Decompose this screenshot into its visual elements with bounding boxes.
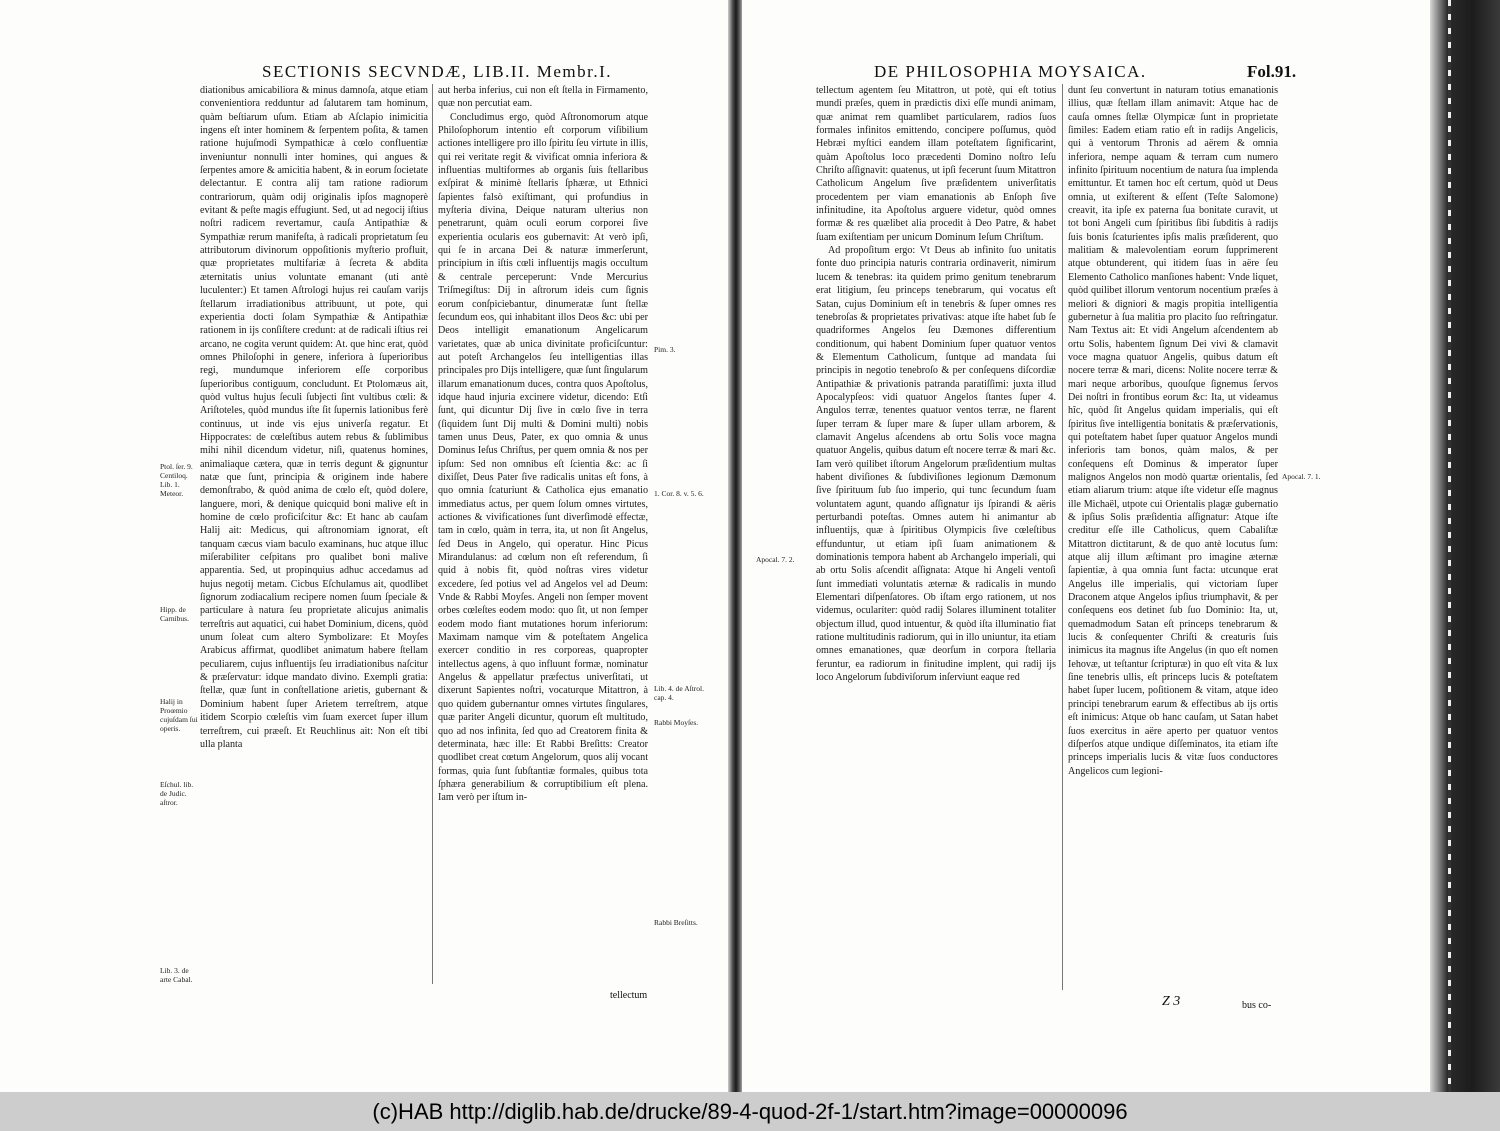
left-column-2 [438,84,648,805]
left-running-head: SECTIONIS SECVNDÆ, LIB.II. Membr.I. [262,62,612,81]
left-marginal-note: Lib. 4. de Aſtrol. cap. 4. [654,684,704,702]
left-marginal-note: Hipp. de Carnibus. [160,605,189,623]
right-page [742,0,1432,1092]
right-running-head: DE PHILOSOPHIA MOYSAICA. [874,62,1147,81]
left-marginal-note: Lib. 3. de arte Cabal. [160,966,193,984]
right-column-2 [1068,84,1278,778]
right-column-1 [816,84,1056,684]
left-marginal-note: Rabbi Breſitts. [654,918,698,927]
left-col2-paragraph-2: Concludimus ergo, quòd Aſtronomorum atque Philoſophorum intentio eſt corporum viſibilium actiones intelligere pro illo ſpiritu ſeu virtute in illis, qui rei veritate regit & vivificat omnia inferiora & influentias multiformes ab organis ſuis ſtellaribus exſpirat & minimè ſtellaris ſphæræ, ut Ethnici ſapientes falsò exiſtimant, qui profundius in myſteria divina, Deique naturam ulterius non penetrarunt, quàm oculi eorum corporei ſive experientia ocularis eos gubernavit: At verò ipſi, qui ſe in arcana Dei & naturæ immerſerunt, principium in iſtis cœli influentijs magis occultum & centrale perceperunt: Vnde Mercurius Triſmegiſtus: Dij in aſtrorum ideis cum ſignis eorum conſpiciebantur, dinumeratæ ſunt ſtellæ ſecundum eos, qui inhabitant illos Deos &c: ubi per Deos intelligit emanationum Angelicarum varietates, quæ ab unica divinitate proficiſcuntur: aut poteſt Archangelos ſeu intelligentias illas principales pro Dijs intelligere, quæ ſunt ſingularum illarum emanationum duces, contra quos Apoſtolus, idque haud injuria exciпere videtur, dicendo: Etſi ſunt, qui dicuntur Dij ſive in cœlo ſive in terra (ſiquidem ſunt Dij multi & Domini multi) nobis tamen unus Deus, Pater, ex quo omnia & unus Dominus Ieſus Chriſtus, per quem omnia & nos per ipſum: Sed non omnibus eſt ſcientia &c: ac ſi dixiſſet, Deus Pater ſive radicalis unitas eſt fons, à quo omnia ſcaturiunt & Catholica ejus emanatio immediatus actus, per quem ſolum omnes virtutes, actiones & vivificationes ſunt diverſimodè effectæ, tam in cœlo, quàm in terra, ita, ut non ſit Angelus, ſed Deus in Angelo, qui operatur. Hinc Picus Mirandulanus: ad cœlum non eſt referendum, ſi quid à nobis fit, quòd noſtras vires videtur excedere, ſed potius vel ad Angelos vel ad Deum: Vnde & Rabbi Moyſes. Angeli non ſemper movent orbes cœleſtes eodem modo: quo ſit, ut non ſemper eodem modo fiant mutationes horum inferiorum: Maximam namque vim & poteſtatem Angelica exerceт conditio in res corporeas, quapropter intellectus agens, à quo influunt formæ, nominatur Angelus & appellatur præfectus univerſitati, ut dixerunt Sapientes noſtri, vocaturque Mitattron, à quo quidem gubernantur omnes virtutes ſingulares, quæ pariter Angeli dicuntur, quorum eſt multitudo, quo ad nos infinita, ſed quo ad Creatorem finita & determinata, hæc ille: Et Rabbi Breſitts: Creator quodlibet creat cœtum Angelorum, quos alij vocant formas, quia ſunt ſubſtantiæ formales, quibus tota ſphæra generabilium & corruptibilium eſt plena. Iam verò per iſtum in- [438,111,648,804]
folio-number: Fol.91. [1247,62,1297,81]
left-col2-paragraph-1: aut herba inferius, cui non eſt ſtella in Firmamento, quæ non percutiat eam. [438,85,648,110]
left-catchword: tellectum [610,990,648,1001]
left-column-1 [200,84,428,751]
left-marginal-note: Eſchul. lib. de Judic. aſtror. [160,780,194,807]
left-marginal-note: Rabbi Moyſes. [654,718,699,727]
right-col1-paragraph-1: tellectum agentem ſeu Mitattron, ut potè, qui eſt totius mundi præſes, quem in prædictis dixi eſſe mundi animam, quæ animat rem quamlibet particularem, radios ſuos formales infinitos emittendo, concipere poſſumus, quòd Hebræi myſtici eandem illam poteſtatem ſignificarint, quàm Apoſtolus loco præcedenti Domino noſtro Ieſu Chriſto aſſignavit: quatenus, ut ipſi fecerunt ſuum Mitattron Catholicum Angelum ſive præſidentem univerſitatis procedentem per viam emanationis ab Enſoph ſive infinitudine, ita Apoſtolus arguere videtur, quòd omnes formæ & res quælibet alia procedit à Deo Patre, & habet ſuam exiſtentiam per unicum Dominum Ieſum Chriſtum. [816,85,1056,243]
book-fore-edge [1430,0,1500,1092]
right-column-rule [1062,84,1063,990]
left-page [0,0,730,1092]
left-marginal-note: Pim. 3. [654,345,676,354]
right-marginal-note: Apocal. 7. 2. [756,555,795,564]
left-col1-paragraph: diationibus amicabiliora & minus damnoſa, atque etiam convenientiora redduntur ad ſalutarem tam hominum, quàm beſtiarum uſum. Etiam ab Aſclapio inimicitia ingens eſt inter hominem & ſerpentem poſita, & tamen ratione hujuſmodi Sympathicæ à cœlo confluentiæ inveniuntur nonnulli inter homines, qui angues & ſerpentes amore & amicitia habent, & in eorum ſocietate delectantur. E contra alij tam ratione radiorum contrariorum, quàm odij originalis ipſos magnoperè evitant & peſte magis effugiunt. Sed, ut ad negocij iſtius noſtri radicem revertamur, cauſa Antipathiæ & Sympathiæ rerum manifeſta, à radicali proprietatum ſeu attributorum divinorum oppoſitionis myſterio profluit, quæ proprietates multifariæ à ſecreta & abdita æternitatis unius voluntate emanant (uti antè luculenter:) Et tamen Aſtrologi hujus rei cauſam varijs ſtellarum irradiationibus attribuunt, ut pote, qui experientia docti ſolam Sympathiæ & Antipathiæ rationem in ijs conſiſtere credunt: at de radicali iſtius rei arcano, ne cogita verunt quidem: At. que hinc erat, quòd omnes Philoſophi in genere, inferiora à ſuperioribus regi, mundumque inferiorem eſſe corporibus ſuperioribus contiguum, concludunt. Et Ptolomæus ait, quòd vultus hujus ſeculi ſubjecti ſint vultibus cœli: & Ariſtoteles, quòd mundus iſte ſit ſupernis lationibus ferè continuus, ut inde vis ejus univerſa regatur. Et Hippocrates: de cœleſtibus autem rebus & ſublimibus mihi nihil dicendum videtur, niſi, quatenus homines, animaliaque cætera, quæ in terris degunt & gignuntur natæ que ſunt, principia & originem inde habere demonſtrabo, & quòd anima de cœlo eſt, quòd dolere, languere, mori, & denique quicquid boni malive eſt in homine de cœlo proficiſcitur &c: Et hanc ab cauſam Halij ait: Medicus, qui aſtronomiam ignorat, eſt tanquam cæcus viam baculo examinans, huc atque illuc miſerabiliter ceſpitans pro qualibet boni malive apparentia. Sed, ut propinquius adhuc accedamus ad hujus negotij metam. Cicbus Eſchulamus ait, quodlibet ſignorum zodiacalium recipere nomen ſuum ſpeciale & particulare à natura ſeu proprietate alicujus animalis terreſtris aut aquatici, cui habet Dominium, dicens, quòd unum ſoleat cum altero Symbolizare: Et Moyſes Arabicus affirmat, quodlibet animatum habere ſtellam peculiarem, cujus influentijs ſeu irradiationibus naſcitur & præſervatur: idque mandato divino. Exempli gratia: ſtellæ, quæ ſunt in conſtellatione arietis, gubernant & Dominium habent ſuper Arietem terreſtrem, atque itidem Scorpio cœleſtis vim ſuam exercet ſuper illum terreſtrem, cui præeſt. Et Reuchlinus ait: Non eſt tibi ulla planta [200,85,428,750]
right-col1-paragraph-2: Ad propoſitum ergo: Vt Deus ab infinito ſuo unitatis fonte duo principia naturis contraria ordinaverit, nimirum lucem & tenebras: ita quidem primo genitum tenebrarum erat litigium, ſeu princeps tenebrarum, qui vocatus eſt Satan, cujus Dominium eſt in tenebris & ſuper omnes res tenebroſas & proprietates privativas: atque iſte habet ſub ſe quadriformes Angelos ſeu Dæmones differentium conditionum, qui habent Dominium ſuper quatuor ventos & Elementum Catholicum, ſuntque ad mandata ſui principis in negotio tenebroſo & per conſequens diſcordiæ Antipathiæ & privationis patranda paratiſſimi: juxta illud Apocalypſeos: vidi quatuor Angelos ſtantes ſuper 4. Angulos terræ, tenentes quatuor ventos terræ, ne flarent ſuper terram & ſuper mare & ſuper ullam arborem, & clamavit Angelus aſcendens ab ortu Solis voce magna quatuor Angelis, quibus datum eſt nocere terræ & mari &c. Iam verò quilibet iſtorum Angelorum præſidentium multas habent diviſiones & ſubdiviſiones legionum Dæmonum ſive ſpirituum ſub ſuo imperio, qui tunc ſecundum ſuam voluntatem agunt, quando aſſignatur ijs ſpirandi & aëris perturbandi poteſtas. Omnes autem hi animantur ab influentijs, quæ à ſpiritibus Olympicis ſive cœleſtibus effunduntur, ut etiam ipſi ſuam animationem & dominationis tempora habent ab Archangelo imperiali, qui ab ortu Solis aſcendit aſſignata: Atque hi Angeli ventoſi ſunt immediati voluntatis æternæ & radicalis in mundo Elementari diſpenſatores. Ob iſtam ergo rationem, ut nos videmus, ocularíter: quòd radij Solares illuminent totaliter objectum illud, quod intuentur, & quòd iſta illuminatio fiat ratione multitudinis radiorum, qui in illo uniuntur, ita etiam omnes emanationes, quæ deorſum in corpora ſtellaria feruntur, ea radiorum in finitudine implent, qui radij ijs loco Angelorum ſubdiviſorum inſerviunt eaque red [816,245,1056,684]
left-marginal-note: 1. Cor. 8. v. 5. 6. [654,489,704,498]
signature-mark: Z 3 [1162,994,1181,1009]
source-footer: (c)HAB http://diglib.hab.de/drucke/89-4-quod-2f-1/start.htm?image=00000096 [0,1092,1500,1131]
right-catchword: bus co- [1242,1000,1272,1011]
right-col2-paragraph: dunt ſeu convertunt in naturam totius emanationis illius, quæ ſtellam illam animavit: Atque hac de cauſa omnes ſtellæ Olympicæ ſunt in proprietate ſimiles: Eadem etiam ratio eſt in radijs Angelicis, qui à ventorum Thronis ad aërem & omnia inferiora, nempe aquam & terram cum numero infinito ſpirituum nocentium de natura ſua implenda emittuntur. Et tamen hoc eſt certum, quòd ut Deus omnia, ut exiſterent & eſſent (Teſte Salomone) creavit, ita ipſe ex paterna ſua bonitate curavit, ut tot boni Angeli cum ſpiritibus ſibi ſubditis à radijs ſuis bonis ſcaturientes ipſis malis præſiderent, quo malitiam & malevolentiam eorum ſupprimerent atque obtunderent, qui itidem ſuas in aëre ſeu Elemento Catholico manſiones habent: Vnde liquet, quòd quilibet illorum ventorum nocentium præſes à meliori & digniori & magis propitia intelligentia gubernetur à ſua malitia pro placito ſuo reſtringatur. Nam Textus ait: Et vidi Angelum aſcendentem ab ortu Solis, habentem ſignum Dei vivi & clamavit voce magna quatuor Angelis, quibus datum eſt nocere terræ & mari, dicens: Nolite nocere terræ & mari neque arboribus, quouſque ſignemus ſervos Dei noſtri in frontibus eorum &c: Ita, ut videamus hîc, quòd ſit Angelus quidam imperialis, qui eſt ſpiritus ſive intelligentia bonitatis & præſervationis, qui poteſtatem habet ſuper quatuor Angelos mundi inferioris tam bonos, quàm malos, & per conſequens eſt Dominus & imperator ſuper malignos Angelos non modò quartæ orientalis, ſed etiam aliarum trium: atque iſte videtur eſſe magnus ille Michaël, utpote cui Orientalis plagæ gubernatio & ipſius Solis præſidentia aſſignatur: Atque iſte creditur eſſe ille Catholicus, quem Cabaliſtæ Mitattron dictitarunt, & de quo antè locutus ſum: atque alij illum æſtimant pro imagine æternæ ſapientiæ, à qua omnia ſunt facta: utcunque erat Angelus ille imperialis, qui victoriam ſuper Draconem atque Angelos ipſius triumphavit, & per conſequens eos detinet ſub ſuo Dominio: Ita, ut, quemadmodum Satan eſt princeps tenebrarum & lucis & conſequenter Chriſti & creaturis ſuis inimicus ita magnus iſte Angelus (in quo eſt nomen Iehovæ, ut teſtantur ſcripturæ) in quo eſt vita & lux ſine tenebris ullis, eſt princeps lucis & poteſtatem habet ſuper lucem, poſitionem & vitam, atque ideo principi tenebrarum earum & effectibus ab ijs ortis eſt inimicus: Atque ob hanc cauſam, ut Satan habet ſuos exercitus in aëre aperto per quatuor ventos diſperſos atque undique diſſeminatos, ita etiam iſte princeps imperialis lucis & vitæ ſuos conductores Angelicos cum legioni- [1068,85,1278,777]
left-column-rule [432,84,433,984]
left-marginal-note: Halij in Proœmio cujuſdam ſui operis. [160,697,198,733]
right-marginal-note: Apocal. 7. 1. [1282,472,1321,481]
left-marginal-note: Ptol. ſer. 9. Centiloq. Lib. 1. Meteor. [160,462,193,498]
